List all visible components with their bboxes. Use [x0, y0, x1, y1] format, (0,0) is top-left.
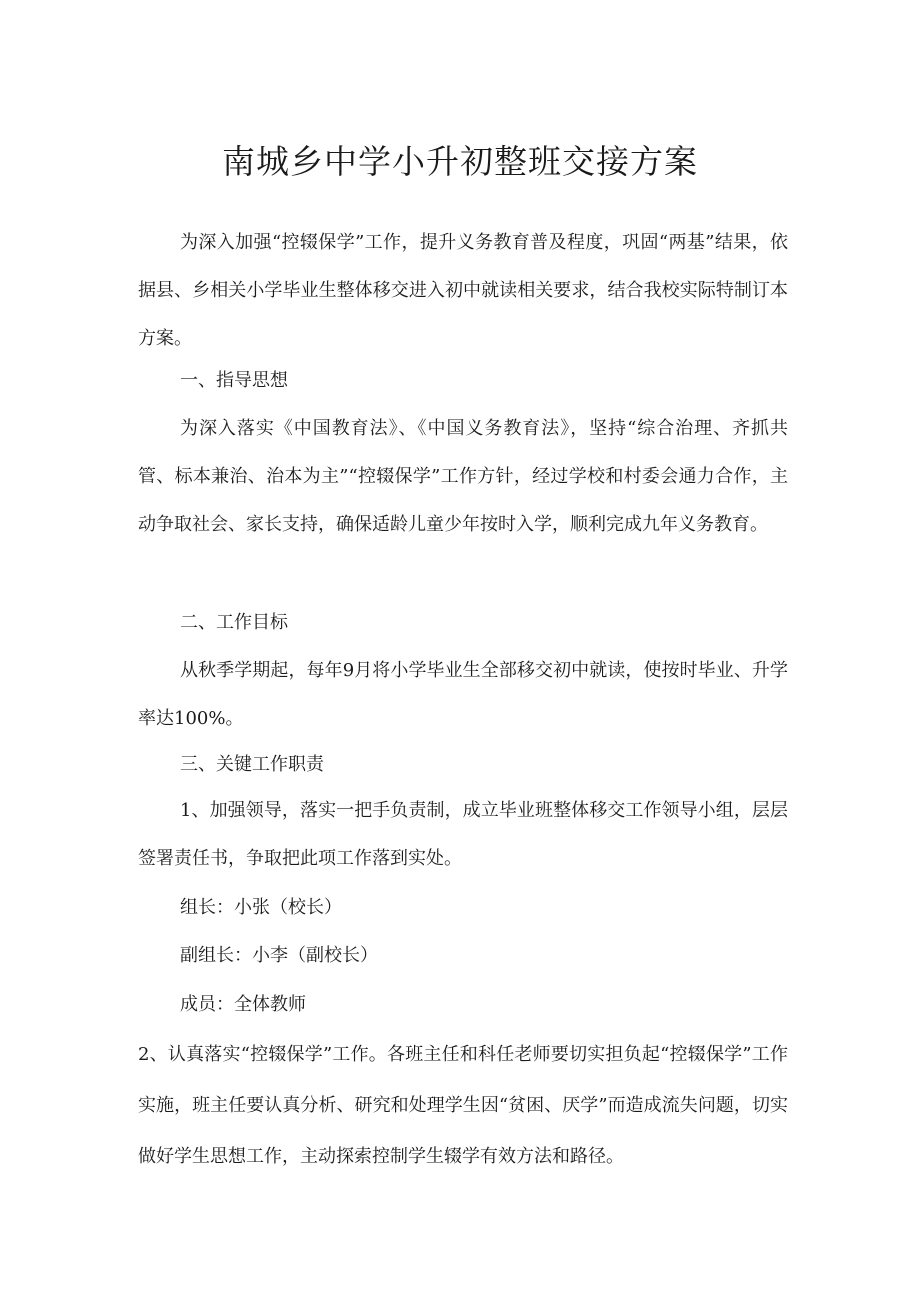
group-leader-line: 组长：小张（校长） [180, 897, 342, 918]
section-heading-guiding-ideology: 一、指导思想 [180, 370, 288, 391]
guiding-ideology-paragraph: 为深入落实《中国教育法》、《中国义务教育法》，坚持“综合治理、齐抓共管、标本兼治、治本为主”“控辍保学”工作方针，经过学校和村委会通力合作，主动争取社会、家长支持，确保适龄儿童少年按时入学，顺利完成九年义务教育。 [138, 418, 788, 535]
work-goal-paragraph: 从秋季学期起，每年9月将小学毕业生全部移交初中就读，使按时毕业、升学率达100%。 [138, 660, 788, 729]
members-line: 成员：全体教师 [180, 994, 306, 1015]
section-heading-work-goal: 二、工作目标 [180, 612, 288, 633]
responsibility-item-1: 1、加强领导，落实一把手负责制，成立毕业班整体移交工作领导小组，层层签署责任书，争取把此项工作落到实处。 [138, 800, 788, 869]
responsibility-item-2: 2、认真落实“控辍保学”工作。各班主任和科任老师要切实担负起“控辍保学”工作实施，班主任要认真分析、研究和处理学生因“贫困、厌学”而造成流失问题，切实做好学生思想工作，主动探索控制学生辍学有效方法和路径。 [138, 1044, 788, 1167]
section-heading-key-responsibilities: 三、关键工作职责 [180, 754, 324, 775]
document-title: 南城乡中学小升初整班交接方案 [222, 142, 698, 181]
deputy-leader-line: 副组长：小李（副校长） [180, 945, 378, 966]
intro-paragraph: 为深入加强“控辍保学”工作，提升义务教育普及程度，巩固“两基”结果，依据县、乡相关小学毕业生整体移交进入初中就读相关要求，结合我校实际特制订本方案。 [138, 232, 788, 349]
